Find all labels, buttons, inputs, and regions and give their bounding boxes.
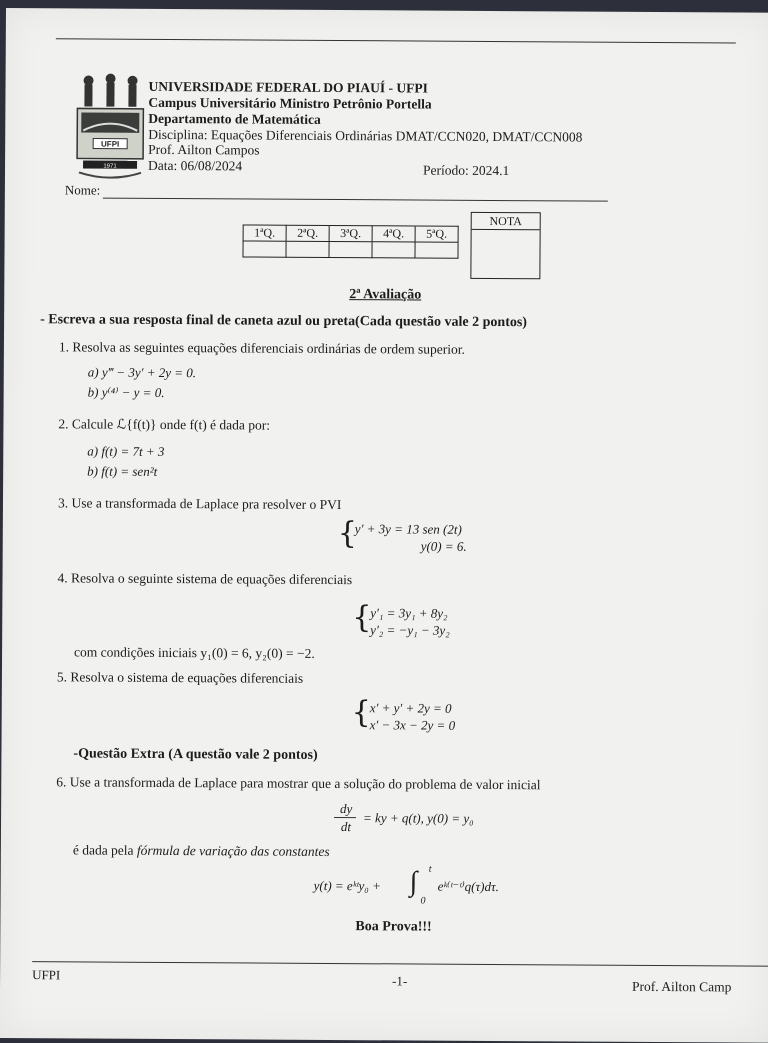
exam-sheet xyxy=(0,8,768,1043)
question-1: 1. Resolva as seguintes equações diferenciais ordinárias de ordem superior. xyxy=(58,339,465,357)
grade-header-q4: 4ªQ. xyxy=(372,226,415,242)
grade-table xyxy=(242,224,458,258)
grade-header-q3: 3ªQ. xyxy=(329,225,372,241)
question-2b: b) f(t) = sen²t xyxy=(87,463,158,479)
closing-message: Boa Prova!!! xyxy=(355,919,432,935)
q5-equation-1: x′ + y′ + 2y = 0 xyxy=(369,700,452,716)
university-name: UNIVERSIDADE FEDERAL DO PIAUÍ - UFPI xyxy=(148,78,428,96)
q6-fraction-denominator: dt xyxy=(340,819,352,835)
grade-header-q5: 5ªQ. xyxy=(415,226,458,242)
question-3: 3. Use a transformada de Laplace pra resolver o PVI xyxy=(57,495,342,513)
q6-mid-italic: fórmula de variação das constantes xyxy=(136,842,330,859)
q5-equation-2: x′ − 3x − 2y = 0 xyxy=(369,717,456,733)
q3-equation-1: y′ + 3y = 13 sen (2t) xyxy=(354,521,462,537)
question-4: 4. Resolva o seguinte sistema de equações diferenciais xyxy=(57,570,353,588)
q6-ivp-equation: = ky + q(t), y(0) = y₀ xyxy=(363,810,474,826)
name-label: Nome: xyxy=(64,182,101,198)
university-logo xyxy=(75,72,146,182)
q6-formula-left: y(t) = eᵏᵗy₀ + xyxy=(313,877,381,894)
q6-formula-right: eᵏ⁽ᵗ⁻ᵗ⁾q(τ)dτ. xyxy=(437,878,499,895)
footer-right: Prof. Ailton Camp xyxy=(631,978,732,995)
grade-cell-q1[interactable] xyxy=(243,241,286,257)
grade-cell-q4[interactable] xyxy=(372,242,415,258)
extra-question-title: -Questão Extra (A questão vale 2 pontos) xyxy=(73,746,318,763)
nota-box[interactable] xyxy=(470,212,540,279)
exam-instruction: - Escreva a sua resposta final de caneta azul ou preta(Cada questão vale 2 pontos) xyxy=(40,312,528,331)
q4-equation-1: y′₁ = 3y₁ + 8y₂ xyxy=(370,605,448,621)
integral-upper-limit: t xyxy=(428,863,432,875)
question-6: 6. Use a transformada de Laplace para mostrar que a solução do problema de valor inicial xyxy=(56,774,541,793)
footer-left: UFPI xyxy=(32,967,61,983)
logo-text: UFPI xyxy=(101,139,120,149)
logo-year: 1971 xyxy=(103,163,117,170)
q4-equation-2: y′₂ = −y₁ − 3y₂ xyxy=(370,622,450,638)
exam-date: Data: 06/08/2024 xyxy=(147,157,243,174)
department-name: Departamento de Matemática xyxy=(148,110,321,127)
question-2: 2. Calcule ℒ{f(t)} onde f(t) é dada por: xyxy=(58,416,271,433)
question-1a: a) y‴ − 3y′ + 2y = 0. xyxy=(87,364,197,381)
page-number: -1- xyxy=(392,973,408,989)
top-rule xyxy=(56,38,736,43)
discipline: Disciplina: Equações Diferenciais Ordinárias DMAT/CCN020, DMAT/CCN008 xyxy=(148,126,583,145)
q4-brace: { xyxy=(352,600,372,636)
grade-cell-q2[interactable] xyxy=(286,241,329,257)
grade-cell-q3[interactable] xyxy=(329,241,372,257)
q6-mid-plain: é dada pela xyxy=(72,842,134,858)
campus-name: Campus Universitário Ministro Petrônio Portella xyxy=(148,94,432,112)
integral-sign: ∫ xyxy=(409,866,418,898)
q3-equation-2: y(0) = 6. xyxy=(420,538,467,554)
integral-lower-limit: 0 xyxy=(420,895,426,907)
q5-brace: { xyxy=(351,695,371,731)
grade-header-q2: 2ªQ. xyxy=(286,225,329,241)
q6-mid-text xyxy=(73,842,330,860)
name-field-line[interactable] xyxy=(103,198,608,202)
nota-label: NOTA xyxy=(472,213,540,230)
q3-brace: { xyxy=(337,516,357,552)
question-2a: a) f(t) = 7t + 3 xyxy=(87,443,165,459)
exam-title: 2ª Avaliação xyxy=(349,287,422,303)
question-1b: b) y⁽⁴⁾ − y = 0. xyxy=(87,384,165,400)
grade-header-q1: 1ªQ. xyxy=(243,225,286,241)
q6-fraction-bar xyxy=(334,817,356,818)
question-5: 5. Resolva o sistema de equações diferenciais xyxy=(56,669,304,686)
q6-fraction-numerator: dy xyxy=(339,801,353,817)
bottom-rule xyxy=(32,961,768,967)
q4-conditions: com condições iniciais y₁(0) = 6, y₂(0) = −2. xyxy=(74,644,315,661)
exam-period: Período: 2024.1 xyxy=(422,162,510,179)
grade-cell-q5[interactable] xyxy=(415,242,458,258)
professor: Prof. Ailton Campos xyxy=(148,141,260,158)
